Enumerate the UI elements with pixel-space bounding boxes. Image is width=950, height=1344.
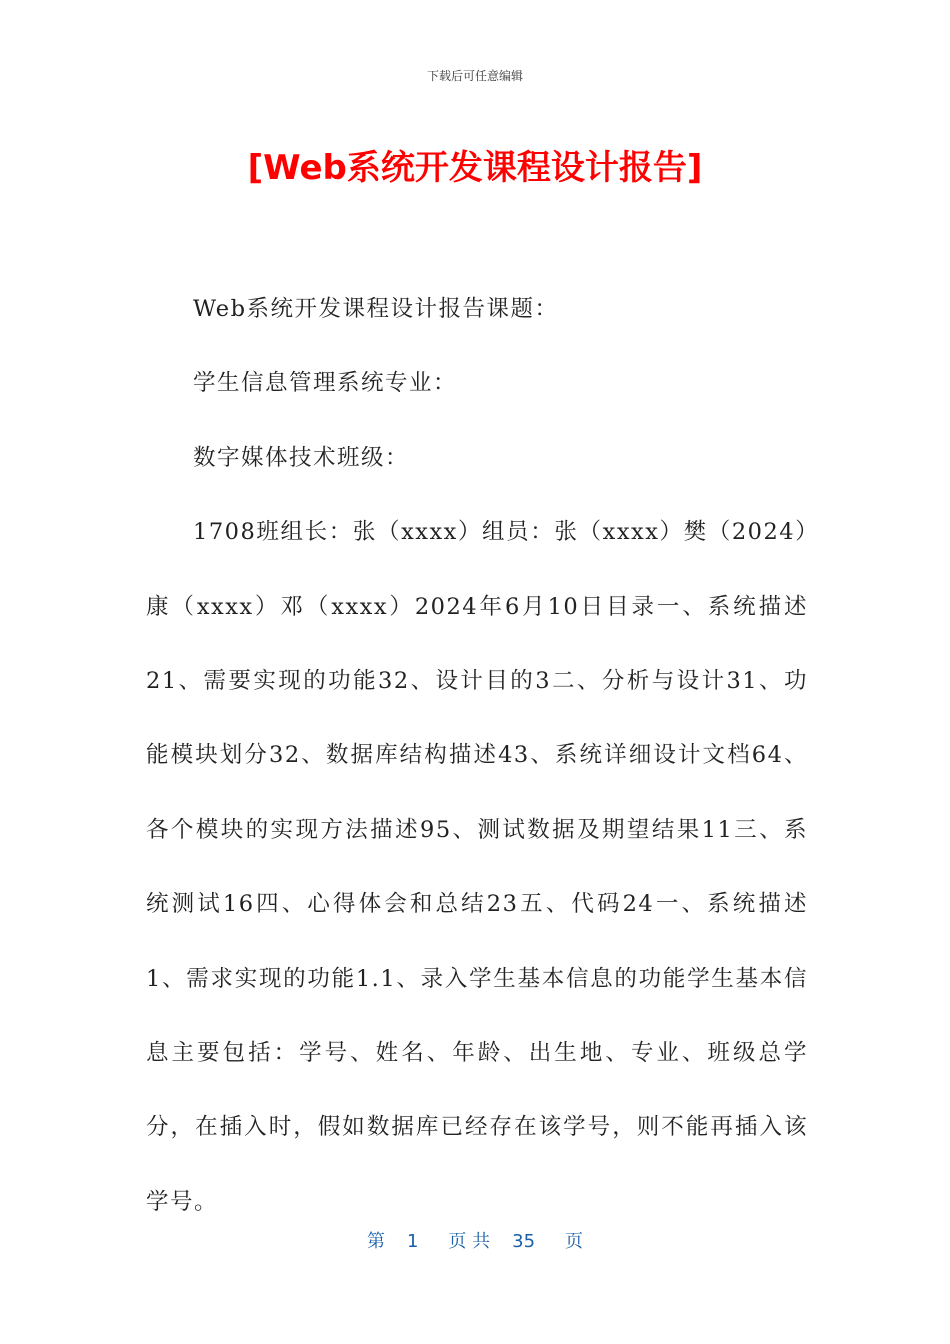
page-footer	[0, 1227, 950, 1253]
document-title: [Web系统开发课程设计报告]	[247, 148, 703, 188]
header-note: 下载后可任意编辑	[426, 69, 523, 83]
footer-suffix: 页	[565, 1231, 584, 1252]
document-body	[146, 272, 808, 1239]
paragraph-major: 学生信息管理系统专业：	[193, 370, 458, 397]
paragraph-class: 数字媒体技术班级：	[193, 444, 410, 471]
paragraph-topic: Web系统开发课程设计报告课题：	[193, 296, 559, 322]
paragraph-contents: 1708班组长：张（xxxx）组员：张（xxxx）樊（2024）康（xxxx）邓（xxxx）2024年6月10日目录一、系统描述21、需要实现的功能32、设计目的3二、分析与设计31、功能模块划分32、数据库结构描述43、系统详细设计文档64、各个模块的实现方法描述95、测试数据及期望结果11三、系统测试16四、心得体会和总结23五、代码24一、系统描述1、需求实现的功能1.1、录入学生基本信息的功能学生基本信息主要包括：学号、姓名、年龄、出生地、专业、班级总学分，在插入时，假如数据库已经存在该学号，则不能再插入该学号。	[146, 519, 808, 1215]
footer-total-pages: 35	[512, 1231, 536, 1252]
footer-current-page: 1	[406, 1231, 419, 1252]
footer-middle: 页 共	[448, 1231, 491, 1252]
footer-prefix: 第	[366, 1231, 385, 1252]
